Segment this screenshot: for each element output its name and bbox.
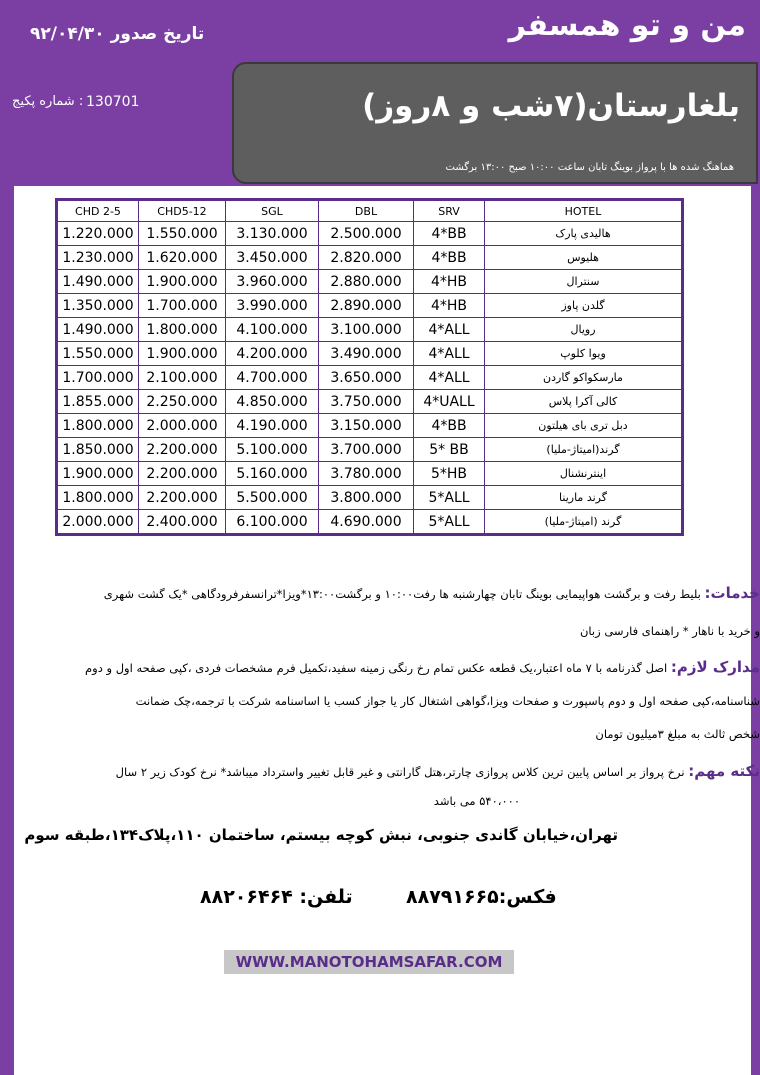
cell-sgl: 4.190.000 (226, 414, 319, 438)
cell-sgl: 5.100.000 (226, 438, 319, 462)
cell-dbl: 2.820.000 (319, 246, 414, 270)
cell-chd512: 1.620.000 (139, 246, 226, 270)
cell-hotel: هالیدی پارک (485, 222, 683, 246)
cell-dbl: 3.490.000 (319, 342, 414, 366)
table-row (57, 294, 683, 318)
cell-sgl: 5.160.000 (226, 462, 319, 486)
address: تهران،خیابان گاندی جنوبی، نبش کوچه بیستم، ساختمان ۱۱۰،پلاک۱۳۴،طبقه سوم (24, 826, 618, 844)
website-link[interactable]: WWW.MANOTOHAMSAFAR.COM (224, 950, 514, 974)
cell-dbl: 3.750.000 (319, 390, 414, 414)
package-number: 130701 (86, 94, 140, 110)
documents-text-1: اصل گذرنامه با ۷ ماه اعتبار،یک قطعه عکس تمام رخ رنگی زمینه سفید،تکمیل فرم مشخصات فردی ،کپی صفحه اول و دوم (85, 661, 668, 675)
cell-chd512: 2.100.000 (139, 366, 226, 390)
table-header-row (57, 200, 683, 222)
col-header-chd25: CHD 2-5 (57, 200, 139, 222)
table-row (57, 270, 683, 294)
services-line-1 (18, 584, 760, 602)
cell-chd25: 1.850.000 (57, 438, 139, 462)
cell-sgl: 4.200.000 (226, 342, 319, 366)
col-header-srv: SRV (414, 200, 485, 222)
flight-info: هماهنگ شده ها با پرواز بوینگ تابان ساعت ۱۰:۰۰ صبح ۱۳:۰۰ برگشت (445, 162, 734, 173)
cell-chd512: 1.900.000 (139, 270, 226, 294)
cell-chd25: 1.350.000 (57, 294, 139, 318)
cell-sgl: 5.500.000 (226, 486, 319, 510)
cell-dbl: 3.150.000 (319, 414, 414, 438)
table-row (57, 318, 683, 342)
documents-line-3 (18, 727, 760, 741)
cell-hotel: اینترنشنال (485, 462, 683, 486)
notes-line-2 (18, 794, 760, 808)
cell-chd512: 2.400.000 (139, 510, 226, 535)
services-line-2 (18, 624, 760, 638)
cell-chd512: 1.900.000 (139, 342, 226, 366)
documents-text-3: شخص ثالث به مبلغ ۳میلیون تومان (595, 727, 760, 741)
cell-sgl: 3.130.000 (226, 222, 319, 246)
cell-hotel: گرند مارینا (485, 486, 683, 510)
cell-hotel: گرند(امیتاژ-ملیا) (485, 438, 683, 462)
documents-line-2 (18, 694, 760, 708)
cell-sgl: 4.850.000 (226, 390, 319, 414)
cell-dbl: 3.780.000 (319, 462, 414, 486)
services-label: خدمات: (704, 584, 760, 602)
phone-number: تلفن: ۸۸۲۰۶۴۶۴ (200, 886, 353, 908)
package-label: : شماره پکیج (12, 94, 84, 109)
cell-srv: 4*ALL (414, 318, 485, 342)
cell-srv: 5* BB (414, 438, 485, 462)
cell-dbl: 3.700.000 (319, 438, 414, 462)
col-header-hotel: HOTEL (485, 200, 683, 222)
cell-dbl: 3.100.000 (319, 318, 414, 342)
table-row (57, 510, 683, 535)
cell-chd512: 2.200.000 (139, 438, 226, 462)
table-row (57, 390, 683, 414)
cell-dbl: 3.650.000 (319, 366, 414, 390)
cell-chd25: 1.490.000 (57, 270, 139, 294)
cell-chd25: 1.800.000 (57, 486, 139, 510)
cell-sgl: 3.990.000 (226, 294, 319, 318)
cell-chd512: 2.200.000 (139, 462, 226, 486)
cell-chd25: 1.230.000 (57, 246, 139, 270)
col-header-dbl: DBL (319, 200, 414, 222)
cell-chd512: 1.700.000 (139, 294, 226, 318)
cell-chd25: 1.900.000 (57, 462, 139, 486)
cell-srv: 4*BB (414, 222, 485, 246)
cell-dbl: 4.690.000 (319, 510, 414, 535)
cell-chd25: 1.490.000 (57, 318, 139, 342)
table-row (57, 486, 683, 510)
cell-chd25: 1.800.000 (57, 414, 139, 438)
cell-dbl: 2.500.000 (319, 222, 414, 246)
table-row (57, 222, 683, 246)
col-header-sgl: SGL (226, 200, 319, 222)
cell-srv: 4*BB (414, 414, 485, 438)
cell-chd25: 1.550.000 (57, 342, 139, 366)
cell-hotel: گلدن پاوز (485, 294, 683, 318)
cell-sgl: 4.700.000 (226, 366, 319, 390)
cell-chd512: 2.250.000 (139, 390, 226, 414)
cell-hotel: کالی آکرا پلاس (485, 390, 683, 414)
documents-line-1 (18, 658, 760, 676)
cell-srv: 5*ALL (414, 510, 485, 535)
cell-sgl: 3.960.000 (226, 270, 319, 294)
notes-text-1: نرخ پرواز بر اساس پایین ترین کلاس پروازی چارتر،هتل گارانتی و غیر قابل تغییر واسترداد میباشد* نرخ کودک زیر ۲ سال (115, 765, 685, 779)
documents-text-2: شناسنامه،کپی صفحه اول و دوم پاسپورت و صفحات ویزا،گواهی اشتغال کار یا جواز کسب یا اساسنامه شرکت با ترجمه،چک ضمانت (135, 694, 760, 708)
cell-srv: 4*ALL (414, 342, 485, 366)
cell-srv: 4*ALL (414, 366, 485, 390)
cell-chd512: 2.200.000 (139, 486, 226, 510)
cell-sgl: 3.450.000 (226, 246, 319, 270)
cell-dbl: 2.880.000 (319, 270, 414, 294)
cell-srv: 4*HB (414, 270, 485, 294)
tour-title: بلغارستان(۷شب و ۸روز) (362, 88, 740, 124)
agency-name: من و تو همسفر (508, 8, 746, 43)
notes-text-2: ۵۴۰،۰۰۰ می باشد (433, 794, 520, 808)
cell-chd512: 2.000.000 (139, 414, 226, 438)
documents-label: مدارک لازم: (670, 658, 760, 676)
cell-srv: 4*BB (414, 246, 485, 270)
services-text-1: بلیط رفت و برگشت هواپیمایی بوینگ تابان چهارشنبه ها رفت۱۰:۰۰ و برگشت۱۳:۰۰*ویزا*ترانسفرفرودگاهی *یک گشت شهری (103, 587, 701, 601)
table-body (57, 222, 683, 535)
cell-hotel: ویوا کلوپ (485, 342, 683, 366)
cell-srv: 5*HB (414, 462, 485, 486)
cell-sgl: 6.100.000 (226, 510, 319, 535)
notes-label: نکته مهم: (688, 762, 760, 780)
cell-hotel: دبل تری بای هیلتون (485, 414, 683, 438)
col-header-chd512: CHD5-12 (139, 200, 226, 222)
title-panel (232, 62, 758, 184)
cell-srv: 5*ALL (414, 486, 485, 510)
cell-dbl: 2.890.000 (319, 294, 414, 318)
cell-hotel: رویال (485, 318, 683, 342)
table-row (57, 414, 683, 438)
fax-number: فکس:۸۸۷۹۱۶۶۵ (406, 886, 557, 908)
cell-chd25: 1.220.000 (57, 222, 139, 246)
cell-dbl: 3.800.000 (319, 486, 414, 510)
issue-date: تاریخ صدور ۹۲/۰۴/۳۰ (30, 24, 205, 44)
cell-chd25: 1.700.000 (57, 366, 139, 390)
cell-sgl: 4.100.000 (226, 318, 319, 342)
cell-hotel: سنترال (485, 270, 683, 294)
cell-hotel: گرند (امیتاژ-ملیا) (485, 510, 683, 535)
cell-chd512: 1.800.000 (139, 318, 226, 342)
cell-chd512: 1.550.000 (139, 222, 226, 246)
cell-chd25: 2.000.000 (57, 510, 139, 535)
table-row (57, 438, 683, 462)
left-border (0, 186, 14, 1075)
cell-hotel: مارسکواکو گاردن (485, 366, 683, 390)
cell-hotel: هلیوس (485, 246, 683, 270)
table-row (57, 246, 683, 270)
services-text-2: و خرید با ناهار * راهنمای فارسی زبان (579, 624, 760, 638)
cell-srv: 4*HB (414, 294, 485, 318)
table-row (57, 342, 683, 366)
cell-chd25: 1.855.000 (57, 390, 139, 414)
table-row (57, 462, 683, 486)
cell-srv: 4*UALL (414, 390, 485, 414)
price-table (55, 198, 684, 536)
notes-line-1 (18, 762, 760, 780)
table-row (57, 366, 683, 390)
